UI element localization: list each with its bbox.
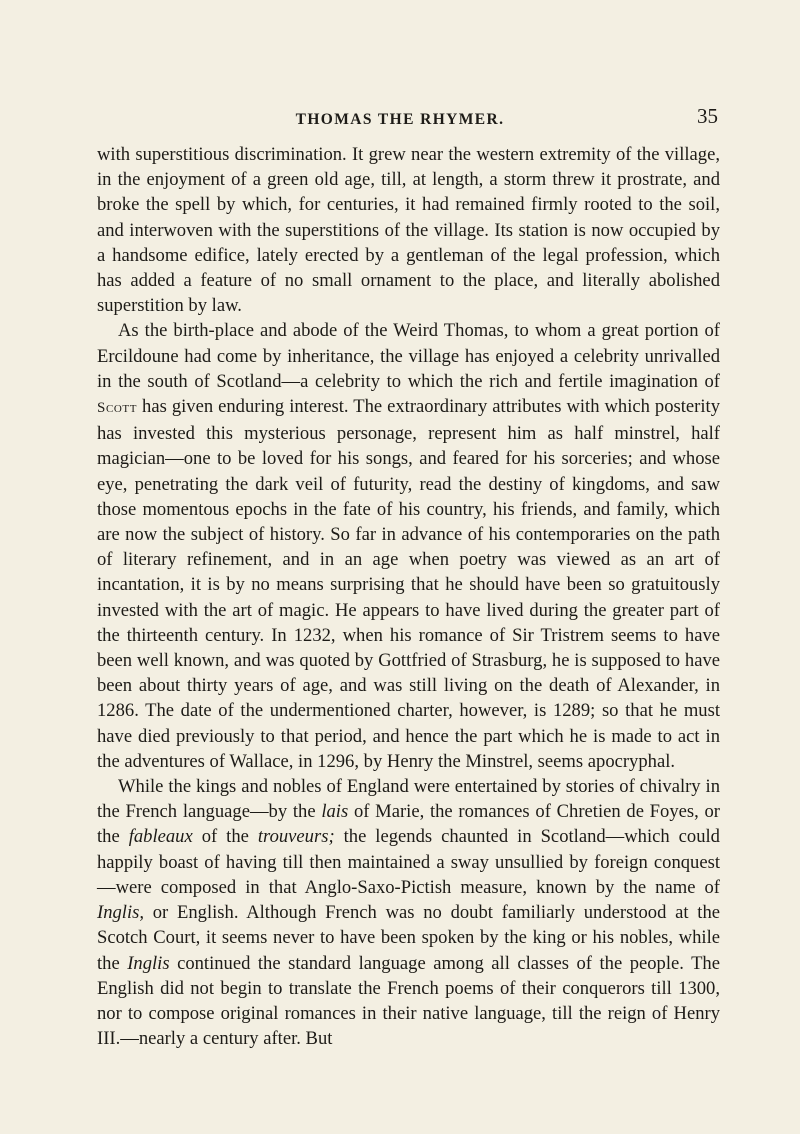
paragraph-3-text-a: While the kings and nobles of England were entertained by stories of chivalry in the French language—by the: [97, 776, 720, 823]
paragraph-2-text-b: has given enduring interest. The extraordinary attributes with which posterity has invested this mysterious personage, represent him as half minstrel, half magician—one to be loved for his songs, and feared for his sorceries; and whose eye, penetrating the dark veil of futurity, read the destiny of kingdoms, and saw those momentous epochs in the fate of his country, his friends, and family, which are now the subject of history. So far in advance of his contemporaries on the path of literary refinement, and in an age when poetry was viewed as an art of incantation, it is by no means surprising that he should have been so gratuitously invested with the art of magic. He appears to have lived during the greater part of the thirteenth century. In 1232, when his romance of Sir Tristrem seems to have been well known, and was quoted by Gottfried of Strasburg, he is supposed to have been about thirty years of age, and was still living on the death of Alexander, in 1286. The date of the undermentioned charter, however, is 1289; so that he must have died previously to that period, and hence the part which he is made to act in the adventures of Wallace, in 1296, by Henry the Minstrel, seems apocryphal.: [97, 396, 720, 772]
page-number: 35: [697, 104, 718, 128]
italic-fableaux: fableaux: [128, 826, 193, 848]
paragraph-3: [97, 774, 720, 1051]
italic-lais: lais: [321, 801, 349, 823]
body-text: [97, 142, 720, 1051]
italic-inglis-1: Inglis,: [97, 902, 145, 924]
paragraph-3-text-f: continued the standard language among all classes of the people. The English did not begin to translate the French poems of their conquerors till 1300, nor to compose original romances in their native language, till the reign of Henry III.—nearly a century after. But: [97, 952, 720, 1050]
paragraph-3-text-b: of Marie, the romances of Chretien de Foyes, or the: [97, 801, 720, 848]
paragraph-2: [97, 318, 720, 774]
small-caps-scott: Scott: [97, 400, 138, 417]
running-head: [0, 104, 800, 133]
paragraph-3-text-d: the legends chaunted in Scotland—which could happily boast of having till then maintained a sway unsullied by foreign conquest—were composed in that Anglo-Saxo-Pictish measure, known by the name of: [97, 826, 720, 898]
paragraph-3-text-e: or English. Although French was no doubt familiarly understood at the Scotch Court, it seems never to have been spoken by the king or his nobles, while the: [97, 902, 720, 974]
paragraph-2-text-a: As the birth-place and abode of the Weird Thomas, to whom a great portion of Ercildoune had come by inheritance, the village has enjoyed a celebrity unrivalled in the south of Scotland—a celebrity to which the rich and fertile imagination of: [97, 320, 720, 392]
paragraph-1-text: with superstitious discrimination. It grew near the western extremity of the village, in the enjoyment of a green old age, till, at length, a storm threw it prostrate, and broke the spell by which, for centuries, it had remained firmly rooted to the soil, and interwoven with the superstitions of the village. Its station is now occupied by a handsome edifice, lately erected by a gentleman of the legal profession, which has added a feature of no small ornament to the place, and literally abolished superstition by law.: [97, 144, 720, 317]
italic-inglis-2: Inglis: [127, 952, 170, 974]
italic-trouveurs: trouveurs;: [257, 826, 335, 848]
paragraph-3-text-c: of the: [192, 826, 258, 848]
paragraph-1: [97, 142, 720, 318]
running-title: THOMAS THE RHYMER.: [295, 111, 505, 128]
